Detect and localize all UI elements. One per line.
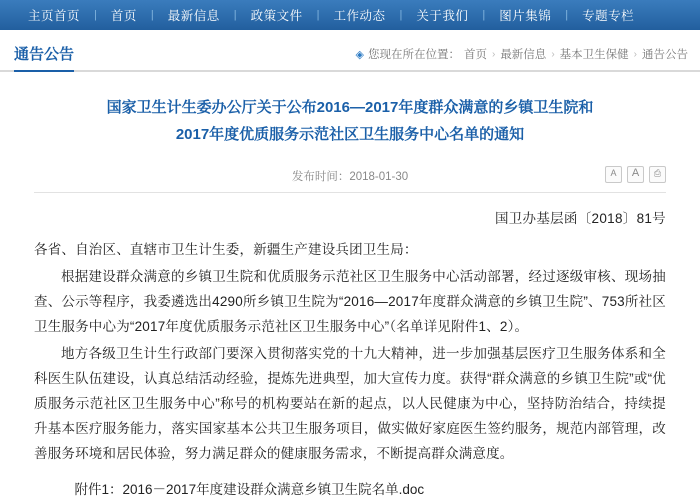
nav-item-policy-documents[interactable]: 政策文件 bbox=[250, 9, 303, 23]
font-larger-icon[interactable]: A bbox=[627, 166, 644, 183]
publish-date: 2018-01-30 bbox=[349, 171, 409, 183]
publish-info bbox=[292, 168, 408, 184]
breadcrumb-prefix: 您现在所在位置： bbox=[367, 49, 460, 61]
main-navigation[interactable] bbox=[0, 0, 700, 30]
publish-label: 发布时间： bbox=[291, 171, 350, 183]
nav-item-special-topics[interactable]: 专题专栏 bbox=[582, 9, 635, 23]
document-number: 国卫办基层函〔2018〕81号 bbox=[494, 211, 666, 226]
document-meta bbox=[34, 166, 666, 186]
meta-divider bbox=[34, 192, 666, 193]
page-title: 通告公告 bbox=[14, 43, 74, 70]
nav-item-about-us[interactable]: 关于我们 bbox=[416, 9, 469, 23]
article-tools[interactable] bbox=[605, 166, 666, 183]
nav-item-latest-news[interactable]: 最新信息 bbox=[167, 9, 220, 23]
nav-separator: | bbox=[150, 9, 154, 21]
nav-item-work-updates[interactable]: 工作动态 bbox=[333, 9, 386, 23]
font-smaller-icon[interactable]: A bbox=[605, 166, 622, 183]
body-paragraph-1: 根据建设群众满意的乡镇卫生院和优质服务示范社区卫生服务中心活动部署，经过逐级审核、现场抽查、公示等程序，我委遴选出4290所乡镇卫生院为“2016—2017年度群众满意的乡镇卫生院”、753所社区卫生服务中心为“2017年度优质服务示范社区卫生服务中心”（名单详见附件1、2）。 bbox=[34, 269, 666, 334]
location-pin-icon: ◈ bbox=[355, 48, 364, 61]
nav-separator: | bbox=[399, 9, 403, 21]
article-container bbox=[0, 72, 700, 502]
breadcrumb-separator: › bbox=[491, 48, 496, 60]
nav-separator: | bbox=[316, 9, 320, 21]
print-icon[interactable]: ⎙ bbox=[649, 166, 666, 183]
document-title bbox=[34, 88, 666, 148]
nav-item-home[interactable]: 首页 bbox=[110, 9, 137, 23]
nav-separator: | bbox=[565, 9, 569, 21]
nav-separator: | bbox=[94, 9, 97, 21]
document-title-line2: 2017年度优质服务示范社区卫生服务中心名单的通知 bbox=[175, 126, 525, 143]
nav-separator: | bbox=[233, 9, 237, 21]
breadcrumb-separator: › bbox=[633, 48, 637, 60]
breadcrumb-item-home[interactable]: 首页 bbox=[463, 49, 487, 61]
breadcrumb-separator: › bbox=[551, 48, 555, 60]
document-body bbox=[34, 237, 666, 466]
breadcrumb-bar bbox=[0, 30, 700, 72]
body-paragraph-2: 地方各级卫生计生行政部门要深入贯彻落实党的十九大精神，进一步加强基层医疗卫生服务体系和全科医生队伍建设，认真总结活动经验，提炼先进典型，加大宣传力度。获得“群众满意的乡镇卫生院”或“优质服务示范社区卫生服务中心”称号的机构要站在新的起点，以人民健康为中心，坚持防治结合，持续提升基本医疗服务能力，落实国家基本公共卫生服务项目，做实做好家庭医生签约服务，规范内部管理，改善服务环境和居民体验，努力满足群众的健康服务需求，不断提高群众满意度。 bbox=[34, 346, 666, 461]
document-title-line1: 国家卫生计生委办公厅关于公布2016—2017年度群众满意的乡镇卫生院和 bbox=[106, 99, 594, 116]
nav-separator: | bbox=[482, 9, 486, 21]
attachment-link[interactable]: 附件1：2016－2017年度建设群众满意乡镇卫生院名单.doc bbox=[74, 482, 425, 497]
breadcrumb bbox=[356, 46, 689, 70]
nav-item-home-main[interactable]: 主页首页 bbox=[28, 9, 81, 23]
breadcrumb-item-basic-health-care[interactable]: 基本卫生保健 bbox=[559, 49, 629, 61]
nav-item-photo-gallery[interactable]: 图片集锦 bbox=[499, 9, 552, 23]
salutation: 各省、自治区、直辖市卫生计生委，新疆生产建设兵团卫生局： bbox=[34, 242, 418, 257]
breadcrumb-item-latest-news[interactable]: 最新信息 bbox=[500, 49, 547, 61]
breadcrumb-item-announcements[interactable]: 通告公告 bbox=[642, 49, 688, 61]
